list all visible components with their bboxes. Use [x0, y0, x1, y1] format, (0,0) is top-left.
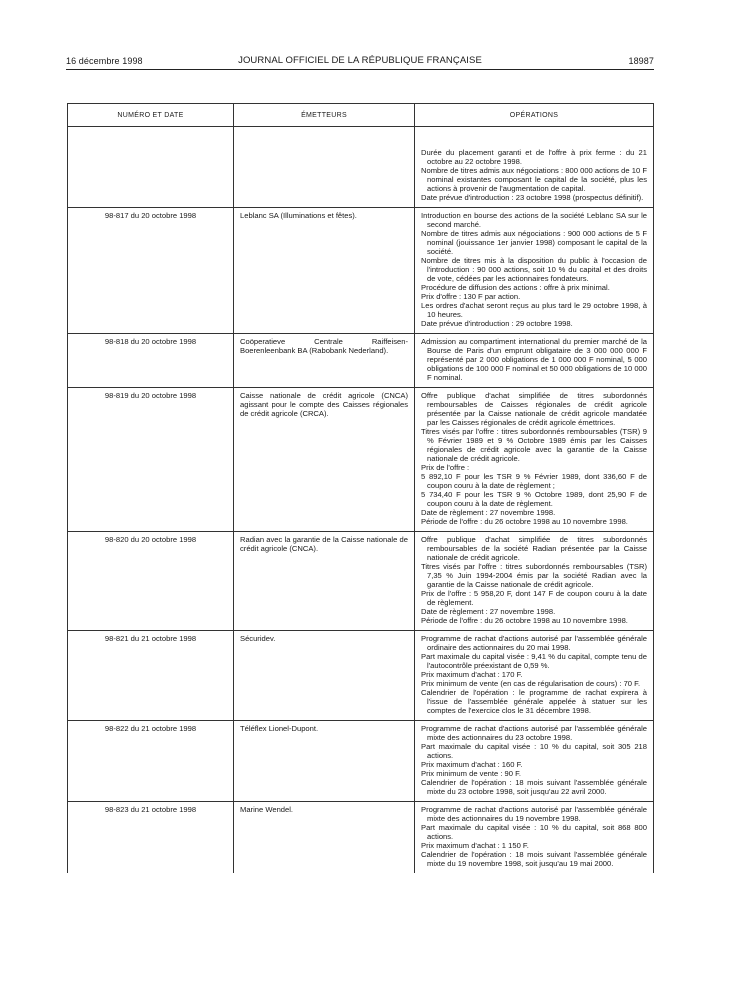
operation-line: Nombre de titres admis aux négociations : 900 000 actions de 5 F nominal (jouissance 1er janvier 1998) composant le capital de la société.: [421, 229, 647, 256]
row-issuer: Leblanc SA (Illuminations et fêtes).: [234, 208, 415, 334]
row-number-date: 98-821 du 21 octobre 1998: [68, 631, 234, 721]
operation-line: 5 734,40 F pour les TSR 9 % Octobre 1989, dont 25,90 F de coupon couru à la date de règlement.: [421, 490, 647, 508]
operation-line: Offre publique d'achat simplifiée de titres subordonnés remboursables de Caisses régionales de crédit agricole présentée par la Caisse nationale de crédit agricole mandatée par les Caisses régionales de crédit agricole émettrices.: [421, 391, 647, 427]
row-issuer: Radian avec la garantie de la Caisse nationale de crédit agricole (CNCA).: [234, 532, 415, 631]
table-row: [68, 532, 654, 631]
row-number-date: 98-818 du 20 octobre 1998: [68, 334, 234, 388]
operation-line: Prix maximum d'achat : 1 150 F.: [421, 841, 529, 850]
operation-line: Prix de l'offre : 5 958,20 F, dont 147 F de coupon couru à la date de règlement.: [421, 589, 647, 607]
operation-line: Prix d'offre : 130 F par action.: [421, 292, 521, 301]
operation-line: Date de règlement : 27 novembre 1998.: [421, 607, 556, 616]
row-operations: [415, 127, 654, 208]
operation-line: Nombre de titres mis à la disposition du public à l'occasion de l'introduction : 90 000 actions, soit 10 % du capital et des droits de vote, cédées par les actionnaires fondateurs.: [421, 256, 647, 283]
operations-table: [67, 103, 654, 873]
table-row: [68, 802, 654, 874]
row-issuer: Coöperatieve Centrale Raiffeisen-Boerenleenbank BA (Rabobank Nederland).: [234, 334, 415, 388]
operation-line: Titres visés par l'offre : titres subordonnés remboursables (TSR) 9 % Février 1989 et 9 % Octobre 1989 émis par les Caisses régionales de crédit agricole avec la garantie de la Caisse nationale de crédit agricole.: [421, 427, 647, 463]
row-number-date: 98-819 du 20 octobre 1998: [68, 388, 234, 532]
operation-line: Date prévue d'introduction : 29 octobre 1998.: [421, 319, 573, 328]
operation-line: Nombre de titres admis aux négociations : 800 000 actions de 10 F nominal existantes composant le capital de la société, plus les actions à provenir de l'augmentation de capital.: [421, 166, 647, 193]
operation-line: Part maximale du capital visée : 10 % du capital, soit 868 800 actions.: [421, 823, 647, 841]
operation-line: Admission au compartiment international du premier marché de la Bourse de Paris d'un emprunt obligataire de 3 000 000 000 F représenté par 2 000 obligations de 1 000 000 F nominal, 5 000 obligations de 100 000 F nominal et 50 000 obligations de 10 000 F nominal.: [421, 337, 647, 382]
operation-line: Programme de rachat d'actions autorisé par l'assemblée générale ordinaire des actionnaires du 20 mai 1998.: [421, 634, 647, 652]
row-operations: [415, 388, 654, 532]
operation-line: Titres visés par l'offre : titres subordonnés remboursables (TSR) 7,35 % Juin 1994-2004 émis par la société Radian avec la garantie de la Caisse nationale de crédit agricole.: [421, 562, 647, 589]
operation-line: Prix maximum d'achat : 160 F.: [421, 760, 523, 769]
row-issuer: Marine Wendel.: [234, 802, 415, 874]
table-body: [68, 127, 654, 874]
row-operations: [415, 802, 654, 874]
operation-line: Date de règlement : 27 novembre 1998.: [421, 508, 556, 517]
table-row: [68, 721, 654, 802]
page-number: 18987: [628, 56, 654, 66]
row-operations: [415, 334, 654, 388]
row-number-date: 98-817 du 20 octobre 1998: [68, 208, 234, 334]
header-rule: [66, 69, 654, 70]
journal-title: JOURNAL OFFICIEL DE LA RÉPUBLIQUE FRANÇAISE: [238, 55, 482, 66]
column-header-operations: OPÉRATIONS: [415, 104, 654, 127]
row-issuer: Sécuridev.: [234, 631, 415, 721]
row-operations: [415, 631, 654, 721]
operation-line: Date prévue d'introduction : 23 octobre 1998 (prospectus définitif).: [421, 193, 644, 202]
operation-line: Durée du placement garanti et de l'offre à prix ferme : du 21 octobre au 22 octobre 1998.: [421, 148, 647, 166]
page-header: [66, 52, 654, 68]
operation-line: Offre publique d'achat simplifiée de titres subordonnés remboursables de la société Radian présentée par la Caisse nationale de crédit agricole.: [421, 535, 647, 562]
row-number-date: 98-822 du 21 octobre 1998: [68, 721, 234, 802]
operation-line: Part maximale du capital visée : 9,41 % du capital, compte tenu de l'autocontrôle préexistant de 0,59 %.: [421, 652, 647, 670]
table-row: [68, 388, 654, 532]
operation-line: Prix maximum d'achat : 170 F.: [421, 670, 523, 679]
table-row: [68, 208, 654, 334]
operation-line: Introduction en bourse des actions de la société Leblanc SA sur le second marché.: [421, 211, 647, 229]
operation-line: Période de l'offre : du 26 octobre 1998 au 10 novembre 1998.: [421, 517, 628, 526]
operation-line: Prix minimum de vente (en cas de régularisation de cours) : 70 F.: [421, 679, 641, 688]
table-row: [68, 127, 654, 208]
column-header-number-date: NUMÉRO ET DATE: [68, 104, 234, 127]
row-operations: [415, 532, 654, 631]
row-issuer: [234, 127, 415, 208]
row-number-date: 98-823 du 21 octobre 1998: [68, 802, 234, 874]
operation-line: Prix minimum de vente : 90 F.: [421, 769, 522, 778]
table-header-row: [68, 104, 654, 127]
row-issuer: Caisse nationale de crédit agricole (CNCA) agissant pour le compte des Caisses régionales de crédit agricole (CRCA).: [234, 388, 415, 532]
table-row: [68, 334, 654, 388]
operation-line: Part maximale du capital visée : 10 % du capital, soit 305 218 actions.: [421, 742, 647, 760]
operation-line: Programme de rachat d'actions autorisé par l'assemblée générale mixte des actionnaires du 19 novembre 1998.: [421, 805, 647, 823]
operation-line: Prix de l'offre :: [421, 463, 470, 472]
operation-line: 5 892,10 F pour les TSR 9 % Février 1989, dont 336,60 F de coupon couru à la date de règlement ;: [421, 472, 647, 490]
operation-line: Programme de rachat d'actions autorisé par l'assemblée générale mixte des actionnaires du 23 octobre 1998.: [421, 724, 647, 742]
operation-line: Procédure de diffusion des actions : offre à prix minimal.: [421, 283, 610, 292]
row-number-date: [68, 127, 234, 208]
operation-line: Calendrier de l'opération : le programme de rachat expirera à l'issue de l'assemblée générale appelée à statuer sur les comptes de l'exercice clos le 31 décembre 1998.: [421, 688, 647, 715]
operation-line: Les ordres d'achat seront reçus au plus tard le 29 octobre 1998, à 10 heures.: [421, 301, 647, 319]
operation-line: Calendrier de l'opération : 18 mois suivant l'assemblée générale mixte du 23 octobre 1998, soit jusqu'au 22 avril 2000.: [421, 778, 647, 796]
row-number-date: 98-820 du 20 octobre 1998: [68, 532, 234, 631]
row-issuer: Téléflex Lionel-Dupont.: [234, 721, 415, 802]
operation-line: Calendrier de l'opération : 18 mois suivant l'assemblée générale mixte du 19 novembre 1998, soit jusqu'au 19 mai 2000.: [421, 850, 647, 868]
row-operations: [415, 208, 654, 334]
column-header-issuers: ÉMETTEURS: [234, 104, 415, 127]
table-row: [68, 631, 654, 721]
publication-date: 16 décembre 1998: [66, 56, 143, 66]
operation-line: Période de l'offre : du 26 octobre 1998 au 10 novembre 1998.: [421, 616, 628, 625]
row-operations: [415, 721, 654, 802]
